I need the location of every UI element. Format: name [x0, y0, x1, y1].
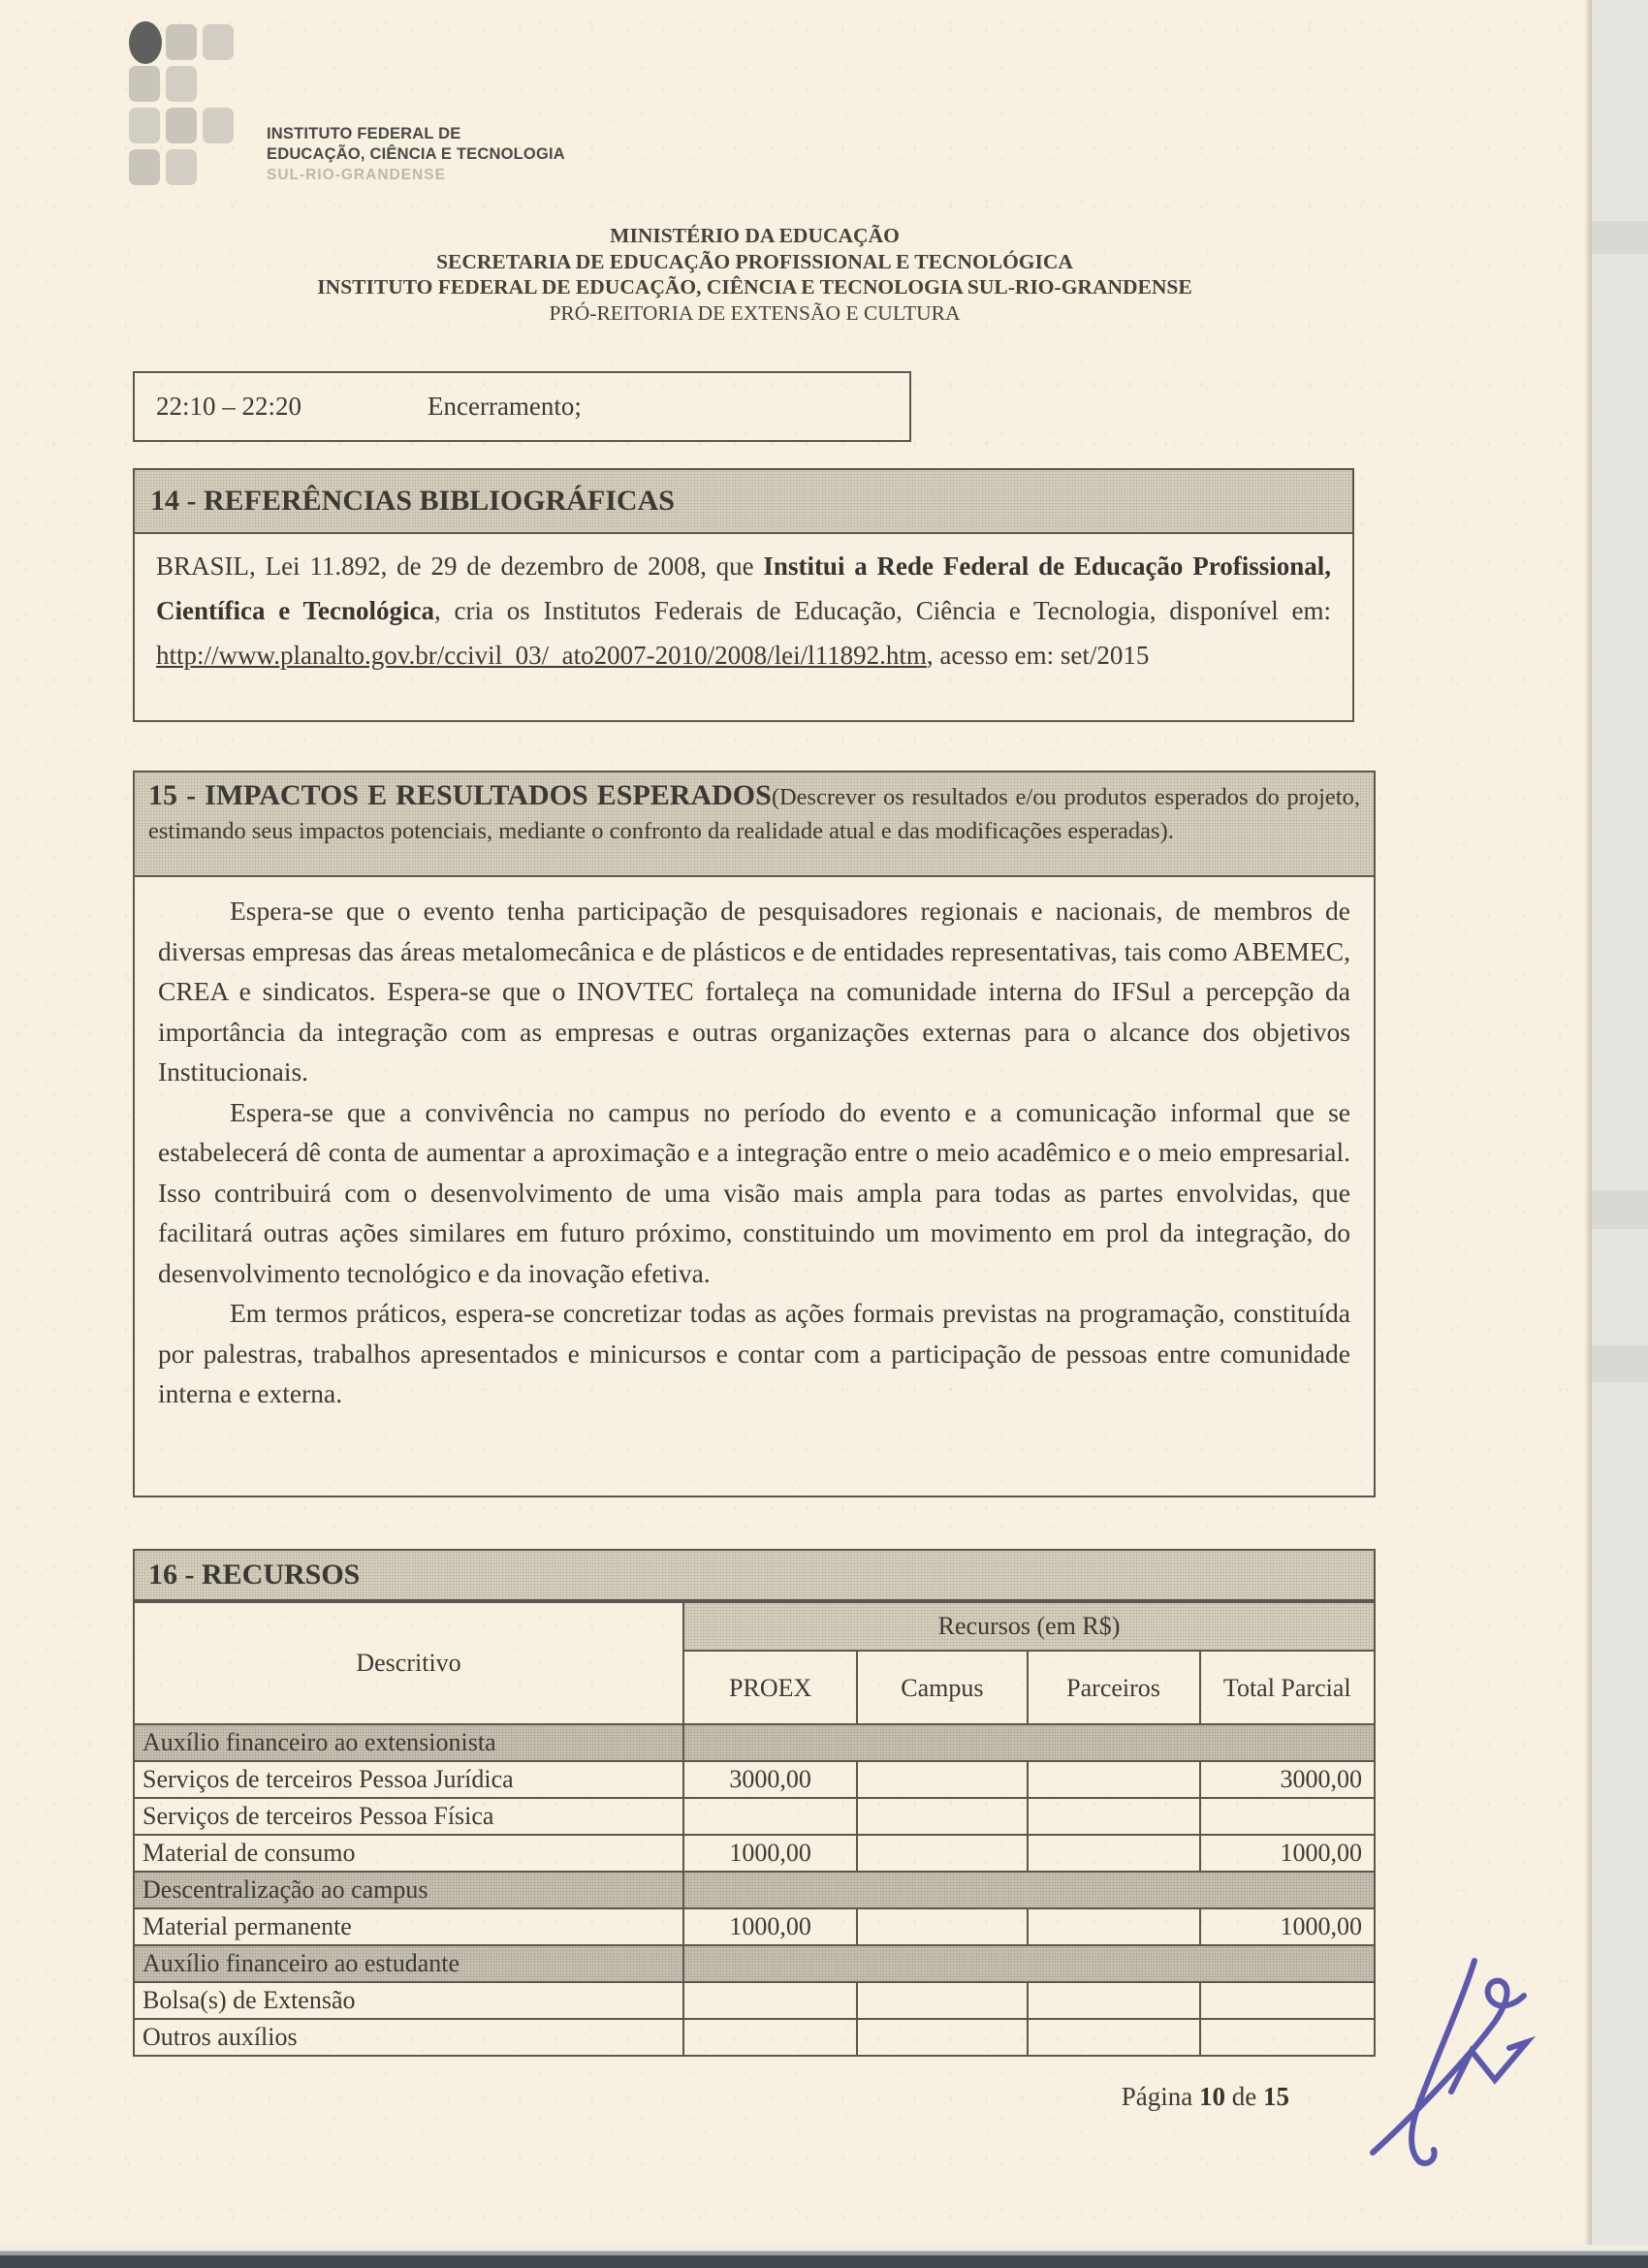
signature-stroke-3 [1451, 2042, 1527, 2092]
header-line-instituto: INSTITUTO FEDERAL DE EDUCAÇÃO, CIÊNCIA E TECNOLOGIA SUL-RIO-GRANDENSE [317, 275, 1192, 299]
page-number-total: 15 [1263, 2082, 1289, 2111]
logo-wordmark [267, 124, 565, 185]
table-row [134, 2019, 1375, 2056]
cell-parceiros [1028, 1798, 1200, 1835]
ifsul-logo-grid-icon [129, 24, 234, 185]
cell-campus [857, 2019, 1027, 2056]
signature-stroke-2 [1373, 1981, 1524, 2153]
section-15-impactos [133, 771, 1376, 1497]
ref-text-pre: BRASIL, Lei 11.892, de 29 de dezembro de 2008, que [156, 551, 764, 581]
ref-text-bold: Institui a Rede Federal de Educação Profissional, Científica e Tecnológica [156, 551, 1331, 625]
band-label: Descentralização ao campus [134, 1872, 683, 1908]
section-14-reference-paragraph [135, 534, 1352, 677]
cell-campus [857, 1761, 1027, 1798]
header-line-proreitoria: PRÓ-REITORIA DE EXTENSÃO E CULTURA [549, 300, 961, 325]
logo-line2: EDUCAÇÃO, CIÊNCIA E TECNOLOGIA [267, 145, 565, 163]
cell-proex: 3000,00 [683, 1761, 857, 1798]
col-header-total-parcial: Total Parcial [1200, 1651, 1376, 1724]
cell-parceiros [1028, 1908, 1200, 1945]
band-filler [683, 1872, 1375, 1908]
cell-parceiros [1028, 2019, 1200, 2056]
band-label: Auxílio financeiro ao extensionista [134, 1724, 683, 1761]
page-number [133, 2082, 1289, 2112]
ref-text-post: , acesso em: set/2015 [926, 641, 1150, 670]
ref-text-mid: , cria os Institutos Federais de Educação, Ciência e Tecnologia, disponível em: [434, 596, 1331, 625]
cell-proex [683, 1982, 857, 2019]
section-16-title: 16 - RECURSOS [148, 1559, 361, 1591]
header-line-secretaria: SECRETARIA DE EDUCAÇÃO PROFISSIONAL E TECNOLÓGICA [436, 249, 1073, 273]
band-filler [683, 1945, 1375, 1982]
cell-total: 1000,00 [1200, 1908, 1376, 1945]
logo-line1: INSTITUTO FEDERAL DE [267, 125, 461, 142]
col-header-recursos-group: Recursos (em R$) [683, 1602, 1375, 1651]
band-label: Auxílio financeiro ao estudante [134, 1945, 683, 1982]
section-14-title: 14 - REFERÊNCIAS BIBLIOGRÁFICAS [150, 485, 675, 517]
schedule-activity: Encerramento; [428, 392, 582, 421]
col-header-proex: PROEX [683, 1651, 857, 1724]
section-15-title: 15 - IMPACTOS E RESULTADOS ESPERADOS [148, 779, 772, 811]
recursos-table [133, 1601, 1376, 2057]
col-header-campus: Campus [857, 1651, 1027, 1724]
section-15-title-bar [135, 772, 1374, 877]
impactos-paragraph-2: Espera-se que a convivência no campus no período do evento e a comunicação informal que se estabelecerá dê conta de aumentar a aproximação e a integração entre o meio acadêmico e o meio empresarial. Isso contribuirá com o desenvolvimento de uma visão mais ampla para todas as partes envolvidas, que facilitará outras ações similares em futuro próximo, constituindo um movimento em prol da integração, do desenvolvimento tecnológico e da inovação efetiva. [158, 1096, 1350, 1288]
section-14-referencias [133, 468, 1354, 722]
section-14-title-bar [135, 470, 1352, 534]
cell-total [1200, 1982, 1376, 2019]
col-header-parceiros: Parceiros [1028, 1651, 1200, 1724]
paper-edge-shadow [1584, 0, 1592, 2268]
cell-proex: 1000,00 [683, 1835, 857, 1872]
row-label: Bolsa(s) de Extensão [134, 1982, 683, 2019]
scanner-right-strip [1592, 0, 1648, 2268]
logo-line3: SUL-RIO-GRANDENSE [267, 167, 446, 183]
page-number-middle: de [1231, 2082, 1257, 2111]
document-header [133, 223, 1377, 326]
cell-proex [683, 2019, 857, 2056]
section-15-body [135, 877, 1374, 1414]
table-row [134, 1908, 1375, 1945]
category-band-row [134, 1872, 1375, 1908]
impactos-paragraph-1: Espera-se que o evento tenha participação de pesquisadores regionais e nacionais, de membros de diversas empresas das áreas metalomecânica e de plásticos e de entidades representativas, tais como ABEMEC, CREA e sindicatos. Espera-se que o INOVTEC fortaleça na comunidade interna do IFSul a percepção da importância da integração com as empresas e outras organizações externas para o alcance dos objetivos Institucionais. [158, 896, 1350, 1087]
cell-campus [857, 1982, 1027, 2019]
row-label: Outros auxílios [134, 2019, 683, 2056]
col-header-descritivo: Descritivo [134, 1602, 683, 1724]
signature-ink [1355, 1958, 1559, 2176]
category-band-row [134, 1724, 1375, 1761]
section-15-subtitle: (Descrever os resultados e/ou produtos esperados do projeto, estimando seus impactos potenciais, mediante o confronto da realidade atual e das modificações esperadas). [148, 784, 1360, 844]
cell-proex: 1000,00 [683, 1908, 857, 1945]
section-16-title-bar [133, 1549, 1376, 1601]
cell-campus [857, 1798, 1027, 1835]
cell-total: 3000,00 [1200, 1761, 1376, 1798]
page-number-prefix: Página [1121, 2082, 1193, 2111]
cell-proex [683, 1798, 857, 1835]
cell-parceiros [1028, 1761, 1200, 1798]
logo-dot-icon [129, 21, 162, 64]
header-line-ministerio: MINISTÉRIO DA EDUCAÇÃO [610, 224, 900, 247]
table-header-row-group [134, 1602, 1375, 1651]
table-row [134, 1835, 1375, 1872]
scanner-bottom-strip [0, 2245, 1648, 2268]
page-number-current: 10 [1199, 2082, 1226, 2111]
ifsul-logo [129, 24, 672, 199]
category-band-row [134, 1945, 1375, 1982]
row-label: Material permanente [134, 1908, 683, 1945]
row-label: Serviços de terceiros Pessoa Jurídica [134, 1761, 683, 1798]
cell-campus [857, 1835, 1027, 1872]
schedule-time: 22:10 – 22:20 [156, 392, 302, 421]
table-row [134, 1982, 1375, 2019]
cell-campus [857, 1908, 1027, 1945]
row-label: Serviços de terceiros Pessoa Física [134, 1798, 683, 1835]
cell-total: 1000,00 [1200, 1835, 1376, 1872]
table-row [134, 1761, 1375, 1798]
cell-parceiros [1028, 1982, 1200, 2019]
row-label: Material de consumo [134, 1835, 683, 1872]
table-row [134, 1798, 1375, 1835]
band-filler [683, 1724, 1375, 1761]
cell-parceiros [1028, 1835, 1200, 1872]
schedule-row-box [133, 371, 911, 442]
reference-url: http://www.planalto.gov.br/ccivil_03/_ato2007-2010/2008/lei/l11892.htm [156, 641, 927, 670]
impactos-paragraph-3: Em termos práticos, espera-se concretizar todas as ações formais previstas na programação, constituída por palestras, trabalhos apresentados e minicursos e contar com a participação de pessoas entre comunidade interna e externa. [158, 1298, 1350, 1408]
cell-total [1200, 2019, 1376, 2056]
cell-total [1200, 1798, 1376, 1835]
